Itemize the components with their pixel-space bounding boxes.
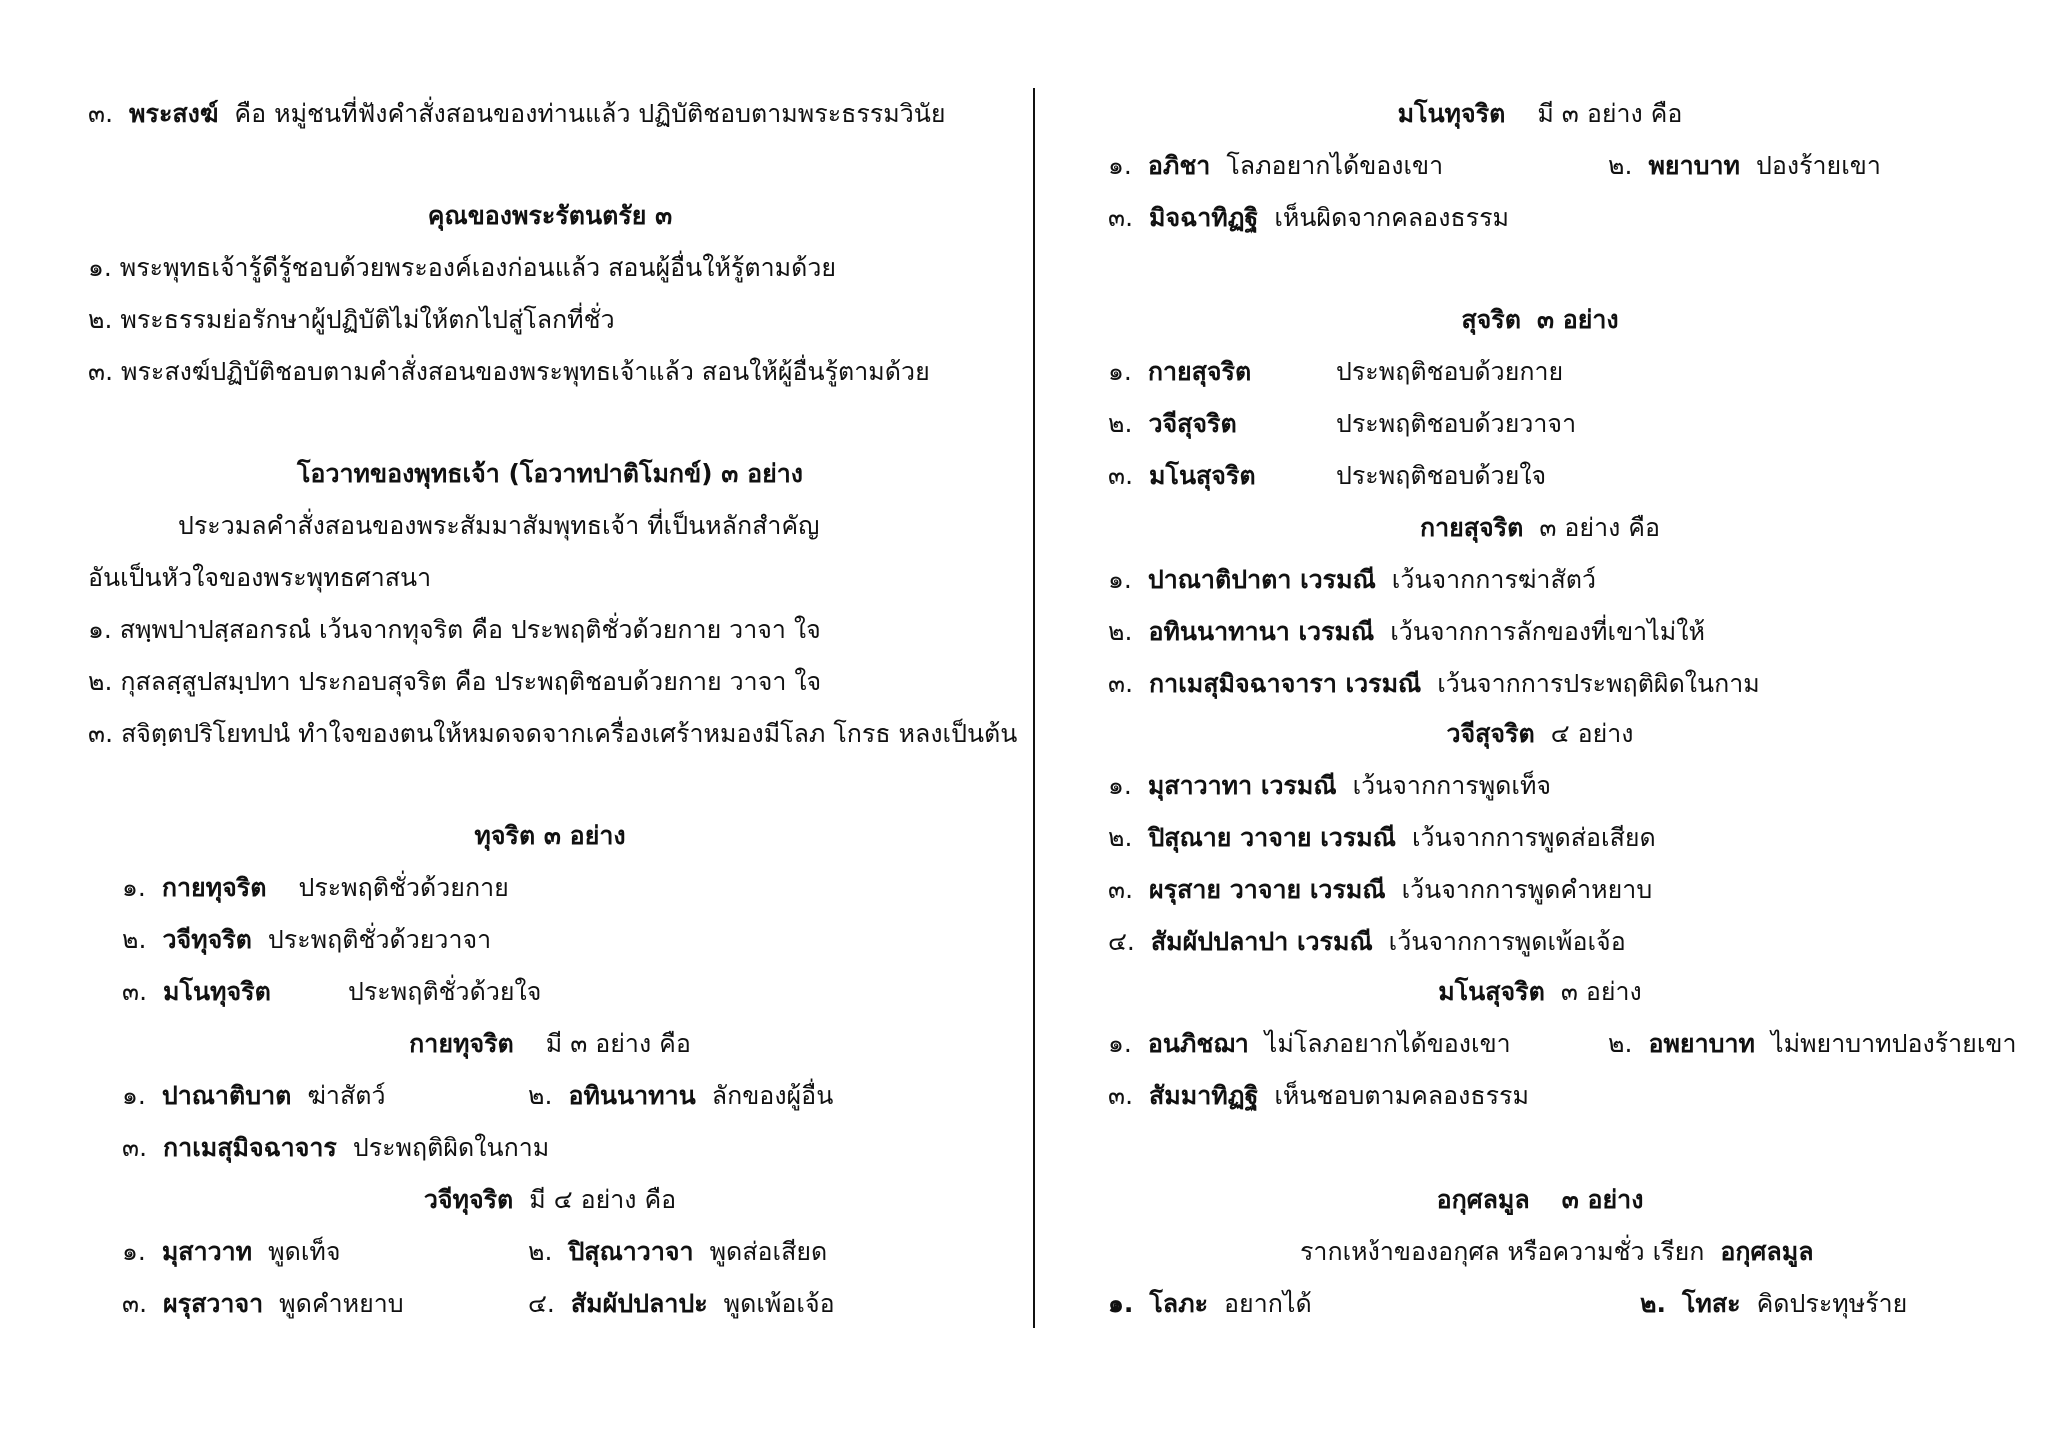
subsection-title: วจีสุจริต ๔ อย่าง	[1446, 719, 1634, 748]
list-item: ๓. สัมมาทิฏฐิ เห็นชอบตามคลองธรรม	[1108, 1081, 1529, 1110]
sangha-line	[88, 98, 946, 130]
item-definition: ประพฤติชอบด้วยวาจา	[1336, 409, 1577, 438]
paragraph-line: อันเป็นหัวใจของพระพุทธศาสนา	[88, 563, 432, 592]
list-item: ๑. มุสาวาท พูดเท็จ	[122, 1237, 341, 1266]
list-item: ๔. สัมผัปปลาปะ พูดเพ้อเจ้อ	[528, 1289, 835, 1318]
list-item: ๑. กายสุจริต	[1108, 357, 1252, 386]
section-title: คุณของพระรัตนตรัย ๓	[427, 201, 673, 230]
subsection-title: กายสุจริต ๓ อย่าง คือ	[1419, 513, 1661, 542]
list-item: ๓. ผรุสวาจา พูดคำหยาบ	[122, 1289, 404, 1318]
list-item: ๒. โทสะ คิดประทุษร้าย	[1640, 1289, 1908, 1318]
subsection-title: มโนสุจริต ๓ อย่าง	[1438, 977, 1642, 1006]
list-item: ๓. กาเมสุมิจฉาจารา เวรมณี เว้นจากการประพฤติผิดในกาม	[1108, 669, 1760, 698]
list-item: ๓. ผรุสาย วาจาย เวรมณี เว้นจากการพูดคำหยาบ	[1108, 875, 1653, 904]
subsection-title: กายทุจริต มี ๓ อย่าง คือ	[409, 1029, 691, 1058]
list-item: ๓. มโนสุจริต	[1108, 461, 1256, 490]
list-item: ๑. ปาณาติปาตา เวรมณี เว้นจากการฆ่าสัตว์	[1108, 565, 1597, 594]
list-item: ๓. สจิตฺตปริโยทปนํ ทำใจของตนให้หมดจดจากเครื่องเศร้าหมองมีโลภ โกรธ หลงเป็นต้น	[88, 719, 1018, 748]
item-number: ๓.	[88, 99, 114, 128]
list-item: ๒. พยาบาท ปองร้ายเขา	[1608, 151, 1881, 180]
item-definition: ประพฤติชั่วด้วยใจ	[348, 977, 542, 1006]
list-item: ๑. ปาณาติบาต ฆ่าสัตว์	[122, 1081, 386, 1110]
list-item: ๒. ปิสุณาวาจา พูดส่อเสียด	[528, 1237, 828, 1266]
paragraph-line: ประวมลคำสั่งสอนของพระสัมมาสัมพุทธเจ้า ที่เป็นหลักสำคัญ	[178, 511, 820, 540]
list-item: ๒. อพยาบาท ไม่พยาบาทปองร้ายเขา	[1608, 1029, 2017, 1058]
list-item: ๒. อทินนาทาน ลักของผู้อื่น	[528, 1081, 834, 1110]
section-title: สุจริต ๓ อย่าง	[1461, 305, 1619, 334]
list-item: ๓. มโนทุจริต	[122, 977, 271, 1006]
list-item: ๑. อนภิชฌา ไม่โลภอยากได้ของเขา	[1108, 1029, 1511, 1058]
section-title: ทุจริต ๓ อย่าง	[474, 821, 626, 850]
list-item: ๑. สพฺพปาปสฺสอกรณํ เว้นจากทุจริต คือ ประพฤติชั่วด้วยกาย วาจา ใจ	[88, 615, 821, 644]
list-item: ๔. สัมผัปปลาปา เวรมณี เว้นจากการพูดเพ้อเจ้อ	[1108, 927, 1626, 956]
item-definition: คือ หมู่ชนที่ฟังคำสั่งสอนของท่านแล้ว ปฏิบัติชอบตามพระธรรมวินัย	[234, 99, 946, 128]
section-title: อกุศลมูล ๓ อย่าง	[1436, 1185, 1644, 1214]
item-definition: ประพฤติชอบด้วยใจ	[1336, 461, 1547, 490]
section-title: โอวาทของพุทธเจ้า (โอวาทปาติโมกข์) ๓ อย่าง	[297, 459, 803, 488]
list-item: ๒. วจีทุจริต ประพฤติชั่วด้วยวาจา	[122, 925, 492, 954]
list-item: ๑. กายทุจริต ประพฤติชั่วด้วยกาย	[122, 873, 509, 902]
list-item: ๒. อทินนาทานา เวรมณี เว้นจากการลักของที่เขาไม่ให้	[1108, 617, 1705, 646]
list-item: ๒. วจีสุจริต	[1108, 409, 1237, 438]
column-divider	[1033, 88, 1035, 1328]
list-item: ๓. มิจฉาทิฏฐิ เห็นผิดจากคลองธรรม	[1108, 203, 1509, 232]
list-item: ๑. อภิชา โลภอยากได้ของเขา	[1108, 151, 1444, 180]
list-item: ๑. โลภะ อยากได้	[1108, 1289, 1312, 1318]
list-item: ๒. กุสลสฺสูปสมฺปทา ประกอบสุจริต คือ ประพฤติชอบด้วยกาย วาจา ใจ	[88, 667, 822, 696]
list-item: ๓. พระสงฆ์ปฏิบัติชอบตามคำสั่งสอนของพระพุทธเจ้าแล้ว สอนให้ผู้อื่นรู้ตามด้วย	[88, 357, 930, 386]
item-definition: ประพฤติชอบด้วยกาย	[1336, 357, 1564, 386]
item-term: พระสงฆ์	[129, 99, 219, 128]
paragraph-line: รากเหง้าของอกุศล หรือความชั่ว เรียก อกุศลมูล	[1300, 1237, 1814, 1266]
list-item: ๒. พระธรรมย่อรักษาผู้ปฏิบัติไม่ให้ตกไปสู่โลกที่ชั่ว	[88, 305, 615, 334]
subsection-title: วจีทุจริต มี ๔ อย่าง คือ	[423, 1185, 677, 1214]
list-item: ๒. ปิสุณาย วาจาย เวรมณี เว้นจากการพูดส่อเสียด	[1108, 823, 1656, 852]
list-item: ๓. กาเมสุมิจฉาจาร ประพฤติผิดในกาม	[122, 1133, 550, 1162]
list-item: ๑. พระพุทธเจ้ารู้ดีรู้ชอบด้วยพระองค์เองก่อนแล้ว สอนผู้อื่นให้รู้ตามด้วย	[88, 253, 837, 282]
list-item: ๑. มุสาวาทา เวรมณี เว้นจากการพูดเท็จ	[1108, 771, 1552, 800]
subsection-title: มโนทุจริต มี ๓ อย่าง คือ	[1397, 99, 1683, 128]
